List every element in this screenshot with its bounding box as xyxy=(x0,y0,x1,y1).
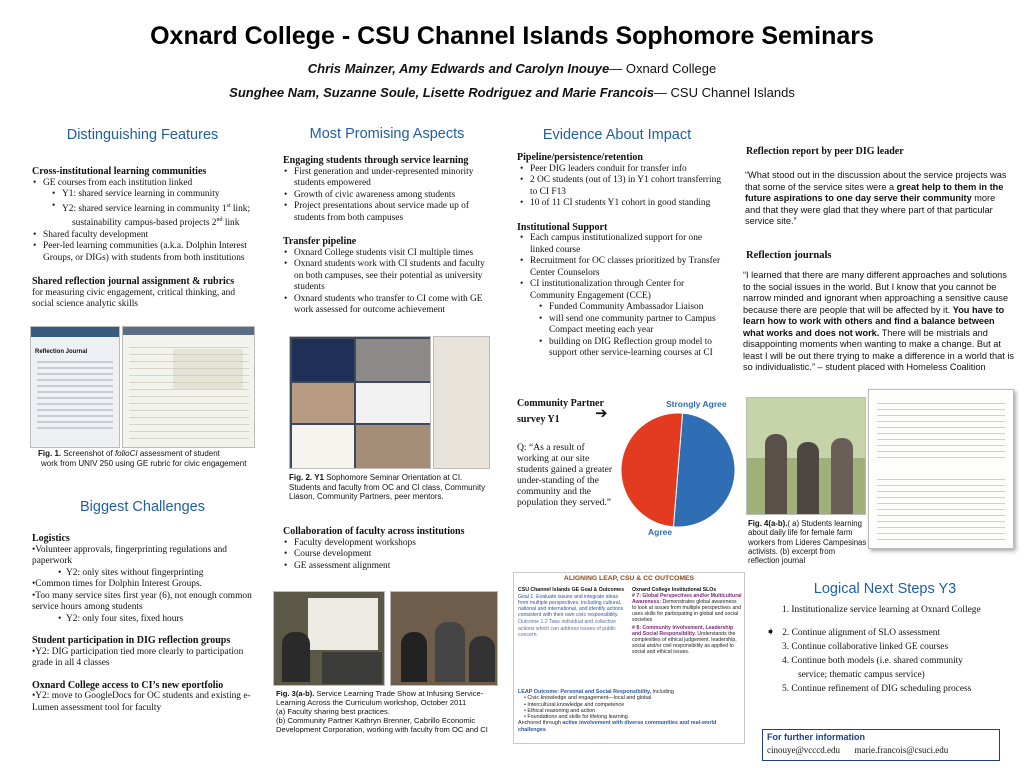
subheading-student-participation: Student participation in DIG reflection groups xyxy=(32,635,231,646)
shared-reflection-text: for measuring civic engagement, critical thinking, and social science analytic skills xyxy=(32,287,236,310)
subheading-institutional: Institutional Support xyxy=(517,221,608,233)
reflection-journal-excerpt xyxy=(868,389,1014,549)
subheading-pipeline: Pipeline/persistence/retention xyxy=(517,152,643,163)
foliocI-screenshot-b xyxy=(122,326,255,448)
evidence-body: Pipeline/persistence/retention • Peer DIG leaders conduit for transfer info • 2 OC students (out of 13) in Y1 cohort transferring to CI F13 • 10 of 11 CI students Y1 cohort in good standing Institutional Support • Each campus institutionalized support for one linked course • Recruitment for OC classes prioritized by Transfer Center Counselors • CI institutionalization through Center for Community Engagement (CCE) • Funded Community Ambassador Liaison • will send one community partner to Campus Compact meeting each year • building on DIG Reflection group model to support other service-learning courses at CI xyxy=(517,152,727,360)
arrow-left-icon: ➧ xyxy=(766,626,776,638)
right-arrow-icon: ➔ xyxy=(595,406,608,422)
promising-body: Engaging students through service learning • First generation and under-represented minority students empowered • Growth of civic awareness among students • Project presentations about service made up of students from both campuses Transfer pipeline • Oxnard College students visit CI multiple times • Oxnard students work with CI students and faculty on both campuses, see their potential as university students • Oxnard students who transfer to CI come with GE work assessed for outcome achievement xyxy=(283,155,493,317)
pie-label-agree: Agree xyxy=(648,527,673,537)
bullet-y1: • Y1: shared service learning in community xyxy=(32,189,257,201)
further-info-box xyxy=(762,729,1000,761)
heading-evidence: Evidence About Impact xyxy=(542,127,692,143)
poster-title: Oxnard College - CSU Channel Islands Sophomore Seminars xyxy=(150,22,874,50)
challenges-body: Logistics •Volunteer approvals, fingerprinting regulations and paperwork • Y2: only sites without fingerprinting •Common times for Dolphin Interest Groups. •Too many service sites first year (6), not enough common service hours among students • Y2: only four sites, fixed hours Student participation in DIG reflection groups •Y2: DIG participation tied more clearly to participation grade in all 4 classes Oxnard College access to CI’s new eportfolio •Y2: move to GoogleDocs for OC students and existing e-Lumen assessment tool for faculty xyxy=(32,533,254,714)
oc-slo-box: Oxnard College Institutional SLOs # 7: Global Perspectives and/or Multicultural Awareness: Demonstrates global awareness to look at issues from multiple perspectives and uses skills for participating in global and social societies # 8: Community Involvement, Leadership and Social Responsibility. Understands the complexities of ethical judgement, leadership, social and/or civil responsibility as applied to social and ethical issues. xyxy=(632,587,742,655)
subheading-transfer: Transfer pipeline xyxy=(283,236,357,247)
bullet-peer-led: • Peer-led learning communities (a.k.a. Dolphin Interest Groups, or DIGs) with students from both institutions xyxy=(32,241,257,264)
survey-question: Q: “As a result of working at our site students gained a greater under-standing of the community and the population they served.” xyxy=(517,442,613,508)
trade-show-photo-a xyxy=(273,591,385,686)
csuci-outcomes-box: CSU Channel Islands GE Goal & Outcomes Goal 1: Evaluate issues and integrate ideas from multiple perspectives, including cultural, national and international, and identify actions consistent with their own civic responsibility. Outcome 1.2 Take individual and collective actions which can address issues of public concern. xyxy=(518,587,625,638)
bullet-y2-cont: sustainability campus-based projects 2nd link xyxy=(72,217,240,229)
next-steps-list: 1. Institutionalize service learning at Oxnard College ➧ 2. Continue alignment of SLO assessment 3. Continue collaborative linked GE courses 4. Continue both models (i.e. shared community service; thematic campus service) 5. Continue refinement of DIG scheduling process xyxy=(766,605,981,694)
heading-biggest-challenges: Biggest Challenges xyxy=(80,499,205,515)
further-info-heading: For further information xyxy=(767,732,865,742)
fig1-caption: Fig. 1. Screenshot of folioCI assessment of student work from UNIV 250 using GE rubric for civic engagement xyxy=(38,449,247,468)
leap-outcome-box: LEAP Outcome: Personal and Social Responsibility, including • Civic knowledge and engagement—local and global • Intercultural knowledge and competence • Ethical reasoning and action • Foundations and skills for lifelong learning Anchored through active involvement with diverse communities and real-world challenges xyxy=(518,689,717,733)
fig4-caption: Fig. 4(a-b).( a) Students learning about daily life for female farm workers from Lideres Campesinas activists. (b) excerpt from reflection journal xyxy=(748,519,867,566)
fig3-caption: Fig. 3(a-b). Service Learning Trade Show at Infusing Service-Learning Across the Curriculum workshop, October 2011 (a) Faculty sharing best practices. (b) Community Partner Kathryn Brenner, Cabrillo Economic Development Corporation, working with faculty from OC and CI xyxy=(276,689,488,734)
orientation-photo-side xyxy=(433,336,490,469)
subheading-engaging: Engaging students through service learning xyxy=(283,155,469,166)
pie-slice-agree xyxy=(621,413,683,527)
authors-oxnard: Chris Mainzer, Amy Edwards and Carolyn Inouye— Oxnard College xyxy=(307,61,717,76)
subheading-reflection-report: Reflection report by peer DIG leader xyxy=(746,146,904,157)
bullet-ge-linked: • GE courses from each institution linked xyxy=(32,178,257,190)
bullet-c3a: • Y2: only four sites, fixed hours xyxy=(58,613,184,624)
pie-label-strongly-agree: Strongly Agree xyxy=(666,399,727,409)
heading-distinguishing-features: Distinguishing Features xyxy=(66,127,219,143)
survey-label: Community Partner survey Y1 xyxy=(517,398,604,425)
bullet-c1a: • Y2: only sites without fingerprinting xyxy=(58,567,204,578)
reflection-journal-quote: “I learned that there are many different approaches and solutions to the social issues in the world. But I know that you cannot be narrow minded and ignorant when approaching a sensitive cause because there are people that will be affected by it. You have to learn how to work with others and find a balance between what works and does not work. There will be mistrials and disappointing moments when wanting to make a change. But at least I will be out there trying to make a difference in a world that is so individualistic.” – student placed with Homeless Coalition xyxy=(743,270,1014,372)
bullet-faculty-dev: • Shared faculty development xyxy=(32,230,257,242)
collaboration-body: Collaboration of faculty across institutions • Faculty development workshops • Course development • GE assessment alignment xyxy=(283,526,493,572)
fig2-caption: Fig. 2. Y1 Sophomore Seminar Orientation at CI. Students and faculty from OC and CI class, Community Liason, Community Partners, peer mentors. xyxy=(289,473,486,501)
subheading-collaboration: Collaboration of faculty across institutions xyxy=(283,526,465,537)
subheading-cross-institutional: Cross-institutional learning communities xyxy=(32,166,207,177)
trade-show-photo-b xyxy=(390,591,498,686)
foliocI-screenshot-a: Reflection Journal xyxy=(30,326,120,448)
subheading-reflection-journals: Reflection journals xyxy=(746,250,832,261)
subheading-shared-reflection: Shared reflection journal assignment & rubrics xyxy=(32,276,235,288)
subheading-eportfolio: Oxnard College access to CI’s new eportfolio xyxy=(32,679,224,691)
survey-pie-chart xyxy=(618,395,738,545)
email-francois[interactable]: marie.francois@csuci.edu xyxy=(854,745,949,755)
heading-next-steps: Logical Next Steps Y3 xyxy=(813,581,957,597)
distinguishing-features-body xyxy=(32,166,257,311)
subheading-logistics: Logistics xyxy=(32,533,70,544)
pie-slice-strongly-agree xyxy=(673,413,735,527)
authors-csuci: Sunghee Nam, Suzanne Soule, Lisette Rodriguez and Marie Francois— CSU Channel Islands xyxy=(229,85,795,100)
orientation-photo-collage xyxy=(289,336,431,469)
email-inouye[interactable]: cinouye@vcccd.edu xyxy=(767,745,841,755)
bullet-y2: • Y2: shared service learning in community 1st link; xyxy=(32,201,257,216)
farm-workers-photo xyxy=(746,397,866,515)
heading-most-promising: Most Promising Aspects xyxy=(309,126,465,142)
aligning-outcomes-chart: ALIGNING LEAP, CSU & CC OUTCOMES CSU Channel Islands GE Goal & Outcomes Goal 1: Evaluate issues and integrate ideas from multiple perspectives, including cultural, national and international, and identify actions consistent with their own civic responsibility. Outcome 1.2 Take individual and collective actions which can address issues of public concern. Oxnard College Institutional SLOs # 7: Global Perspectives and/or Multicultural Awareness: Demonstrates global awareness to look at issues from multiple perspectives and uses skills for participating in global and social societies # 8: Community Involvement, Leadership and Social Responsibility. Understands the complexities of ethical judgement, leadership, social and/or civil responsibility as applied to social and ethical issues. LEAP Outcome: Personal and Social Responsibility, including • Civic knowledge and engagement—local and global • Intercultural knowledge and competence • Ethical reasoning and action • Foundations and skills for lifelong learning Anchored through active involvement with diverse communities and real-world challenges xyxy=(513,572,745,744)
peer-dig-quote: “What stood out in the discussion about the service projects was that some of the service sites were a great help to them in the future aspirations to one day serve their community more and that they were glad that they where part of that particular service site.” xyxy=(745,170,1007,226)
